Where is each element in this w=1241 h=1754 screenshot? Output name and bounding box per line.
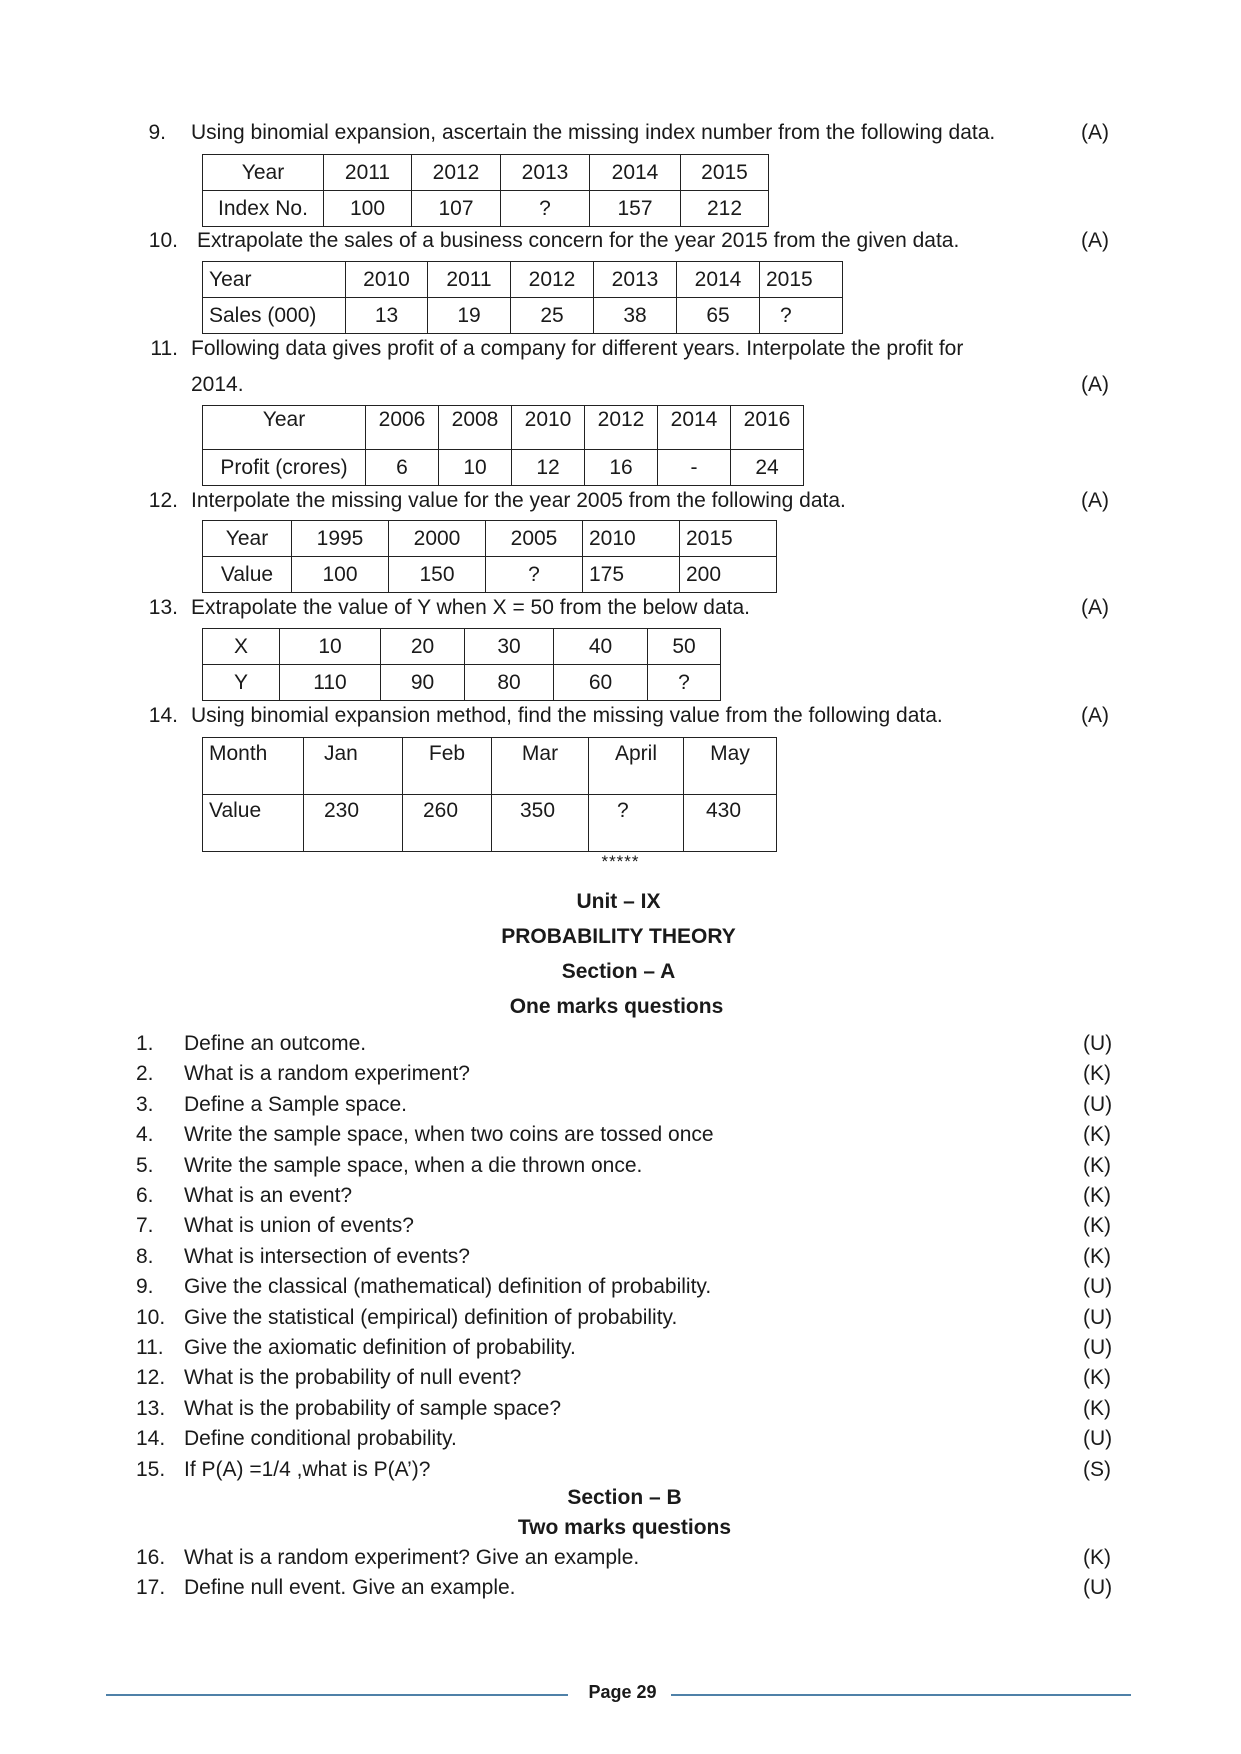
question-number: 5. xyxy=(136,1153,154,1177)
question-text: Extrapolate the value of Y when X = 50 from the below data. xyxy=(191,596,751,619)
list-item xyxy=(0,1211,1241,1241)
table-cell: 40 xyxy=(554,629,648,665)
question-text: What is intersection of events? xyxy=(184,1244,470,1268)
question-text: Give the statistical (empirical) definition of probability. xyxy=(184,1305,678,1329)
cognitive-tag: (K) xyxy=(1083,1214,1111,1238)
table-cell: ? xyxy=(501,191,590,227)
table-cell: 2010 xyxy=(512,406,585,450)
table-cell: 2013 xyxy=(501,155,590,191)
table-cell: 2014 xyxy=(677,262,760,298)
table-cell: 65 xyxy=(677,298,760,334)
table-cell: Year xyxy=(203,521,292,557)
table-cell: ? xyxy=(760,298,843,334)
cognitive-tag: (A) xyxy=(1081,596,1109,619)
page-number: Page 29 xyxy=(588,1682,657,1702)
question-number: 11. xyxy=(150,337,178,360)
table-cell: Sales (000) xyxy=(203,298,346,334)
list-item xyxy=(0,1181,1241,1211)
table-cell: 2014 xyxy=(590,155,681,191)
list-item xyxy=(0,1029,1241,1059)
question-number: 9. xyxy=(148,121,166,144)
question-number: 10. xyxy=(148,229,178,252)
list-item xyxy=(0,1303,1241,1333)
table-cell: 212 xyxy=(681,191,769,227)
table-cell: 2015 xyxy=(760,262,843,298)
table-cell: Profit (crores) xyxy=(203,450,366,486)
question-text-continuation: 2014. xyxy=(191,373,244,396)
table-cell: ? xyxy=(648,665,721,701)
table-cell: Year xyxy=(203,406,366,450)
data-table-q14 xyxy=(202,737,777,852)
section-b-subtitle: Two marks questions xyxy=(517,1516,732,1539)
question-11 xyxy=(0,334,1241,364)
table-cell: 2013 xyxy=(594,262,677,298)
list-item xyxy=(0,1242,1241,1272)
section-b-title: Section – B xyxy=(567,1486,682,1509)
question-14 xyxy=(0,701,1241,731)
question-text: Following data gives profit of a company for different years. Interpolate the profit for xyxy=(191,337,964,360)
table-cell: 2006 xyxy=(366,406,439,450)
question-text: Define an outcome. xyxy=(184,1032,367,1055)
table-cell: ? xyxy=(486,557,583,593)
cognitive-tag: (K) xyxy=(1083,1546,1111,1569)
data-table-q12 xyxy=(202,520,777,593)
table-cell: 200 xyxy=(680,557,777,593)
question-number: 4. xyxy=(136,1123,154,1147)
table-cell: 12 xyxy=(512,450,585,486)
question-text: What is an event? xyxy=(184,1184,353,1207)
question-text: If P(A) =1/4 ,what is P(A’)? xyxy=(184,1457,431,1481)
list-item xyxy=(0,1059,1241,1089)
table-cell: 20 xyxy=(381,629,465,665)
question-text: Using binomial expansion method, find the missing value from the following data. xyxy=(191,704,943,727)
section-a-subtitle: One marks questions xyxy=(509,995,724,1018)
table-cell: 2011 xyxy=(324,155,412,191)
table-cell: 60 xyxy=(554,665,648,701)
list-item xyxy=(0,1573,1241,1603)
table-cell: Value xyxy=(203,795,304,852)
cognitive-tag: (U) xyxy=(1083,1275,1113,1299)
cognitive-tag: (K) xyxy=(1083,1062,1111,1086)
list-item xyxy=(0,1120,1241,1150)
section-a-title: Section – A xyxy=(561,960,676,983)
question-text: Using binomial expansion, ascertain the missing index number from the following data. xyxy=(191,121,996,144)
question-number: 9. xyxy=(136,1275,154,1299)
table-cell: 2005 xyxy=(486,521,583,557)
table-cell: 19 xyxy=(428,298,511,334)
table-cell: 2008 xyxy=(439,406,512,450)
table-cell: 2016 xyxy=(731,406,804,450)
question-number: 3. xyxy=(136,1092,154,1116)
list-item xyxy=(0,1363,1241,1393)
list-item xyxy=(0,1151,1241,1181)
table-cell: 2014 xyxy=(658,406,731,450)
question-text: Give the axiomatic definition of probability. xyxy=(184,1336,576,1359)
question-text: Define a Sample space. xyxy=(184,1092,407,1116)
question-text: Write the sample space, when a die thrown once. xyxy=(184,1153,643,1177)
question-12 xyxy=(0,486,1241,516)
question-number: 10. xyxy=(136,1305,166,1329)
table-cell: 230 xyxy=(304,795,403,852)
table-cell: Feb xyxy=(403,738,492,795)
cognitive-tag: (U) xyxy=(1083,1336,1113,1359)
question-number: 7. xyxy=(136,1214,154,1238)
cognitive-tag: (K) xyxy=(1083,1123,1111,1147)
table-cell: 2010 xyxy=(346,262,428,298)
table-cell: Value xyxy=(203,557,292,593)
table-cell: Index No. xyxy=(203,191,324,227)
question-number: 12. xyxy=(136,1366,166,1390)
table-cell: 10 xyxy=(439,450,512,486)
table-cell: 107 xyxy=(412,191,501,227)
data-table-q10 xyxy=(202,261,843,334)
table-cell: X xyxy=(203,629,280,665)
table-cell: May xyxy=(684,738,777,795)
question-text: What is the probability of null event? xyxy=(184,1366,522,1390)
question-number: 14. xyxy=(136,1427,166,1451)
cognitive-tag: (S) xyxy=(1083,1457,1111,1481)
list-item xyxy=(0,1455,1241,1485)
table-cell: 100 xyxy=(324,191,412,227)
table-cell: Year xyxy=(203,262,346,298)
cognitive-tag: (K) xyxy=(1083,1396,1111,1420)
table-cell: 50 xyxy=(648,629,721,665)
table-cell: 2012 xyxy=(511,262,594,298)
unit-title: Unit – IX xyxy=(576,890,661,913)
data-table-q13 xyxy=(202,628,721,701)
question-text: Write the sample space, when two coins are tossed once xyxy=(184,1123,714,1147)
cognitive-tag: (A) xyxy=(1081,704,1109,727)
table-cell: - xyxy=(658,450,731,486)
cognitive-tag: (K) xyxy=(1083,1184,1111,1207)
question-text: What is union of events? xyxy=(184,1214,414,1238)
question-number: 16. xyxy=(136,1546,166,1569)
table-cell: 2015 xyxy=(681,155,769,191)
section-separator: ***** xyxy=(601,852,640,871)
cognitive-tag: (U) xyxy=(1083,1427,1113,1451)
table-cell: 24 xyxy=(731,450,804,486)
question-number: 6. xyxy=(136,1184,154,1207)
question-text: Define null event. Give an example. xyxy=(184,1576,516,1600)
cognitive-tag: (K) xyxy=(1083,1366,1111,1390)
table-cell: 110 xyxy=(280,665,381,701)
cognitive-tag: (U) xyxy=(1083,1305,1113,1329)
table-cell: 350 xyxy=(492,795,589,852)
question-text: Interpolate the missing value for the year 2005 from the following data. xyxy=(191,489,846,512)
question-text: What is the probability of sample space? xyxy=(184,1396,562,1420)
question-number: 13. xyxy=(136,1396,166,1420)
cognitive-tag: (A) xyxy=(1081,489,1109,512)
cognitive-tag: (K) xyxy=(1083,1244,1111,1268)
question-number: 13. xyxy=(148,596,178,619)
table-cell: Y xyxy=(203,665,280,701)
question-text: Extrapolate the sales of a business concern for the year 2015 from the given data. xyxy=(197,229,960,252)
cognitive-tag: (A) xyxy=(1081,229,1109,252)
table-cell: 30 xyxy=(465,629,554,665)
table-cell: 260 xyxy=(403,795,492,852)
list-item xyxy=(0,1543,1241,1573)
table-cell: 2000 xyxy=(389,521,486,557)
question-number: 2. xyxy=(136,1062,154,1086)
data-table-q11 xyxy=(202,405,804,486)
question-number: 8. xyxy=(136,1244,154,1268)
question-number: 12. xyxy=(148,489,178,512)
question-number: 17. xyxy=(136,1576,166,1600)
cognitive-tag: (A) xyxy=(1081,121,1109,144)
table-cell: 1995 xyxy=(292,521,389,557)
table-cell: 2011 xyxy=(428,262,511,298)
table-cell: Month xyxy=(203,738,304,795)
unit-name: PROBABILITY THEORY xyxy=(501,925,736,948)
list-item xyxy=(0,1333,1241,1363)
cognitive-tag: (K) xyxy=(1083,1153,1111,1177)
table-cell: 90 xyxy=(381,665,465,701)
table-cell: 2012 xyxy=(585,406,658,450)
question-11-continuation xyxy=(0,370,1241,400)
question-text: What is a random experiment? xyxy=(184,1062,470,1086)
question-text: Give the classical (mathematical) definition of probability. xyxy=(184,1275,712,1299)
question-text: Define conditional probability. xyxy=(184,1427,457,1451)
cognitive-tag: (A) xyxy=(1081,373,1109,396)
table-cell: 157 xyxy=(590,191,681,227)
table-cell: Mar xyxy=(492,738,589,795)
table-cell: 16 xyxy=(585,450,658,486)
data-table-q9 xyxy=(202,154,769,227)
list-item xyxy=(0,1272,1241,1302)
table-cell: Year xyxy=(203,155,324,191)
table-cell: 13 xyxy=(346,298,428,334)
table-cell: 150 xyxy=(389,557,486,593)
list-item xyxy=(0,1394,1241,1424)
table-cell: April xyxy=(589,738,684,795)
list-item xyxy=(0,1424,1241,1454)
cognitive-tag: (U) xyxy=(1083,1032,1113,1055)
table-cell: 100 xyxy=(292,557,389,593)
table-cell: 430 xyxy=(684,795,777,852)
question-number: 14. xyxy=(148,704,178,727)
table-cell: ? xyxy=(589,795,684,852)
question-10 xyxy=(0,226,1241,256)
question-number: 11. xyxy=(136,1336,164,1359)
question-number: 1. xyxy=(136,1032,154,1055)
question-9 xyxy=(0,118,1241,148)
question-text: What is a random experiment? Give an example. xyxy=(184,1546,640,1569)
table-cell: 38 xyxy=(594,298,677,334)
question-number: 15. xyxy=(136,1457,166,1481)
table-cell: 175 xyxy=(583,557,680,593)
table-cell: 2012 xyxy=(412,155,501,191)
table-cell: 10 xyxy=(280,629,381,665)
table-cell: Jan xyxy=(304,738,403,795)
table-cell: 2010 xyxy=(583,521,680,557)
cognitive-tag: (U) xyxy=(1083,1092,1113,1116)
question-13 xyxy=(0,593,1241,623)
table-cell: 25 xyxy=(511,298,594,334)
table-cell: 6 xyxy=(366,450,439,486)
table-cell: 80 xyxy=(465,665,554,701)
cognitive-tag: (U) xyxy=(1083,1576,1113,1600)
table-cell: 2015 xyxy=(680,521,777,557)
list-item xyxy=(0,1090,1241,1120)
